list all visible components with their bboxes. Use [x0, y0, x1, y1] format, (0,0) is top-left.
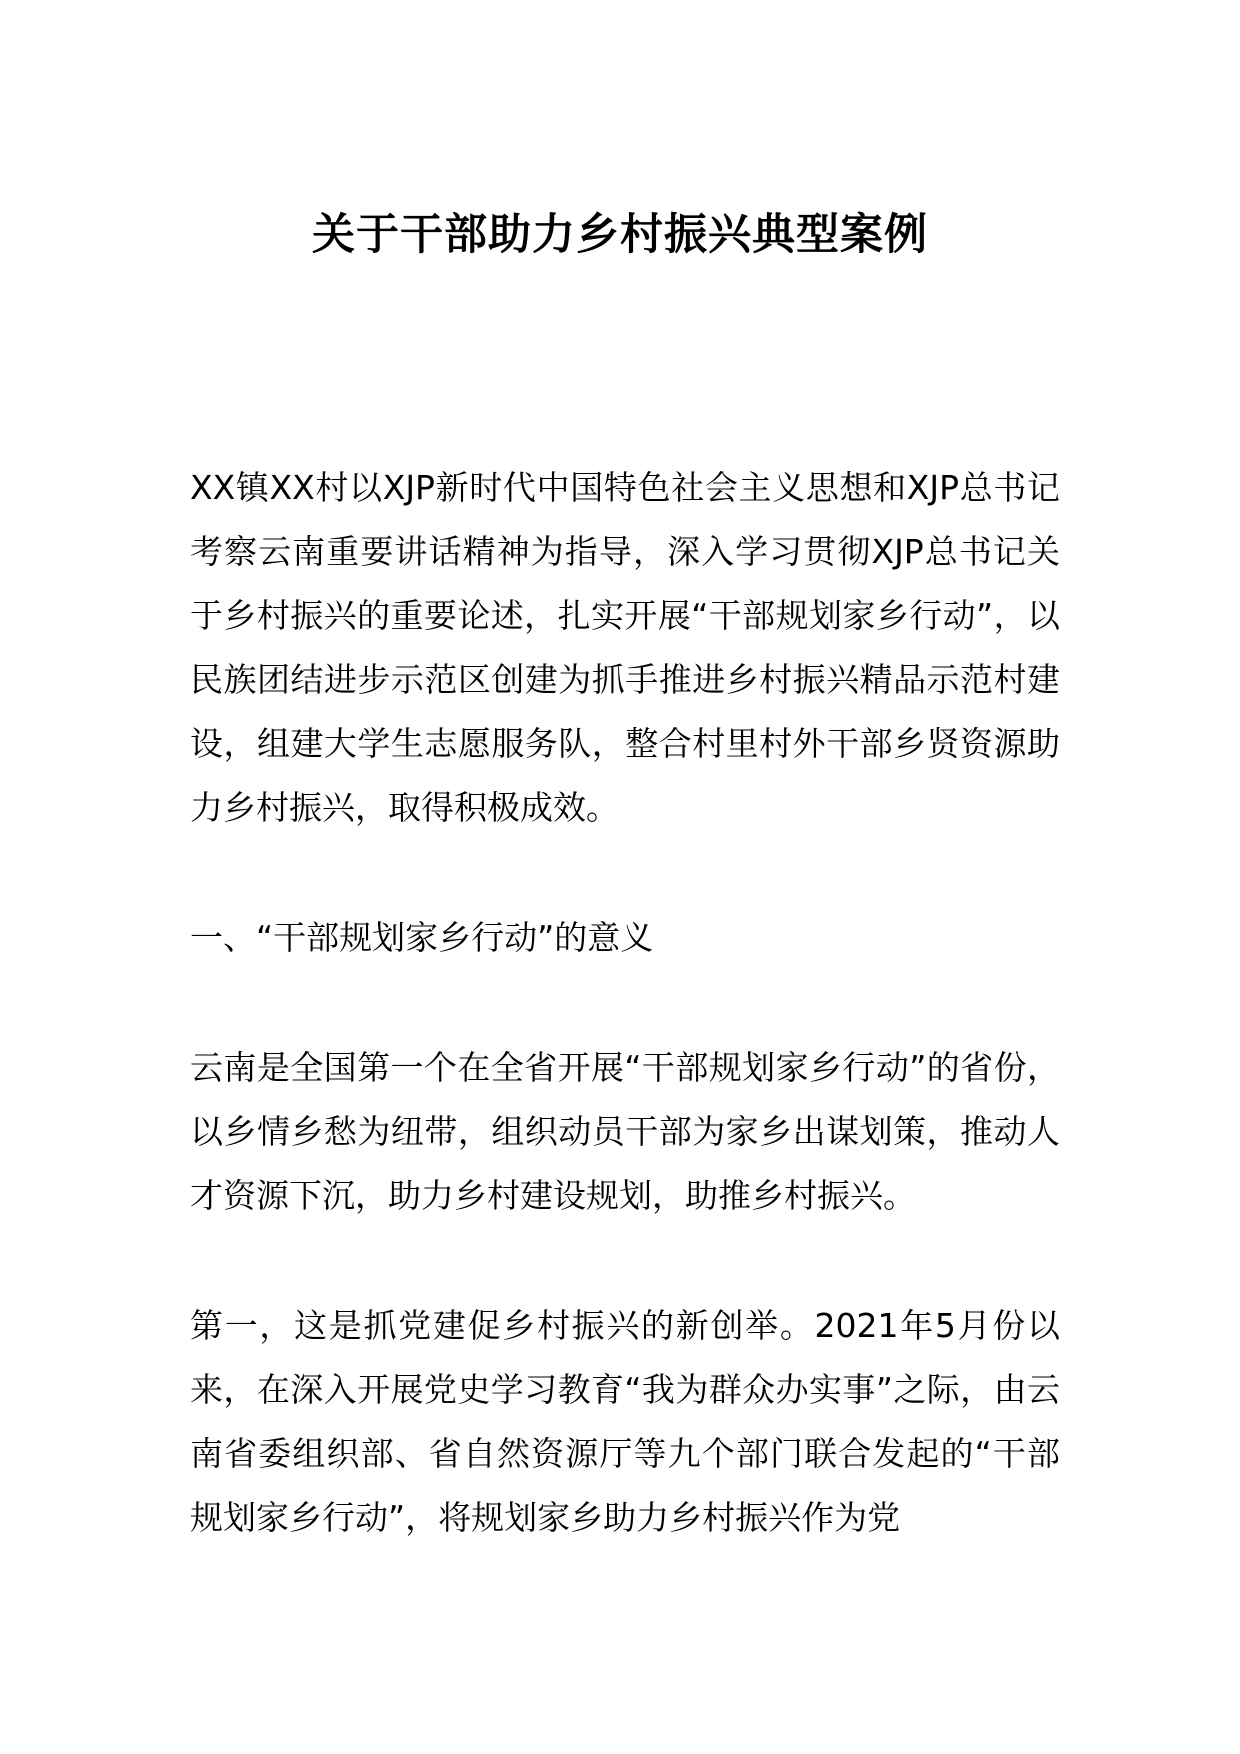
section-heading-1: 一、“干部规划家乡行动”的意义	[190, 918, 654, 957]
section-paragraph-1: 云南是全国第一个在全省开展“干部规划家乡行动”的省份，以乡情乡愁为纽带，组织动员干部为家乡出谋划策，推动人才资源下沉，助力乡村建设规划，助推乡村振兴。	[190, 1048, 1060, 1215]
section-paragraph-2: 第一，这是抓党建促乡村振兴的新创举。2021年5月份以来，在深入开展党史学习教育“我为群众办实事”之际，由云南省委组织部、省自然资源厅等九个部门联合发起的“干部规划家乡行动”，将规划家乡助力乡村振兴作为党	[190, 1306, 1060, 1537]
intro-paragraph: XX镇XX村以XJP新时代中国特色社会主义思想和XJP总书记考察云南重要讲话精神为指导，深入学习贯彻XJP总书记关于乡村振兴的重要论述，扎实开展“干部规划家乡行动”，以民族团结进步示范区创建为抓手推进乡村振兴精品示范村建设，组建大学生志愿服务队，整合村里村外干部乡贤资源助力乡村振兴，取得积极成效。	[190, 468, 1060, 827]
document-title: 关于干部助力乡村振兴典型案例	[312, 210, 928, 260]
document-body	[190, 456, 1060, 1616]
